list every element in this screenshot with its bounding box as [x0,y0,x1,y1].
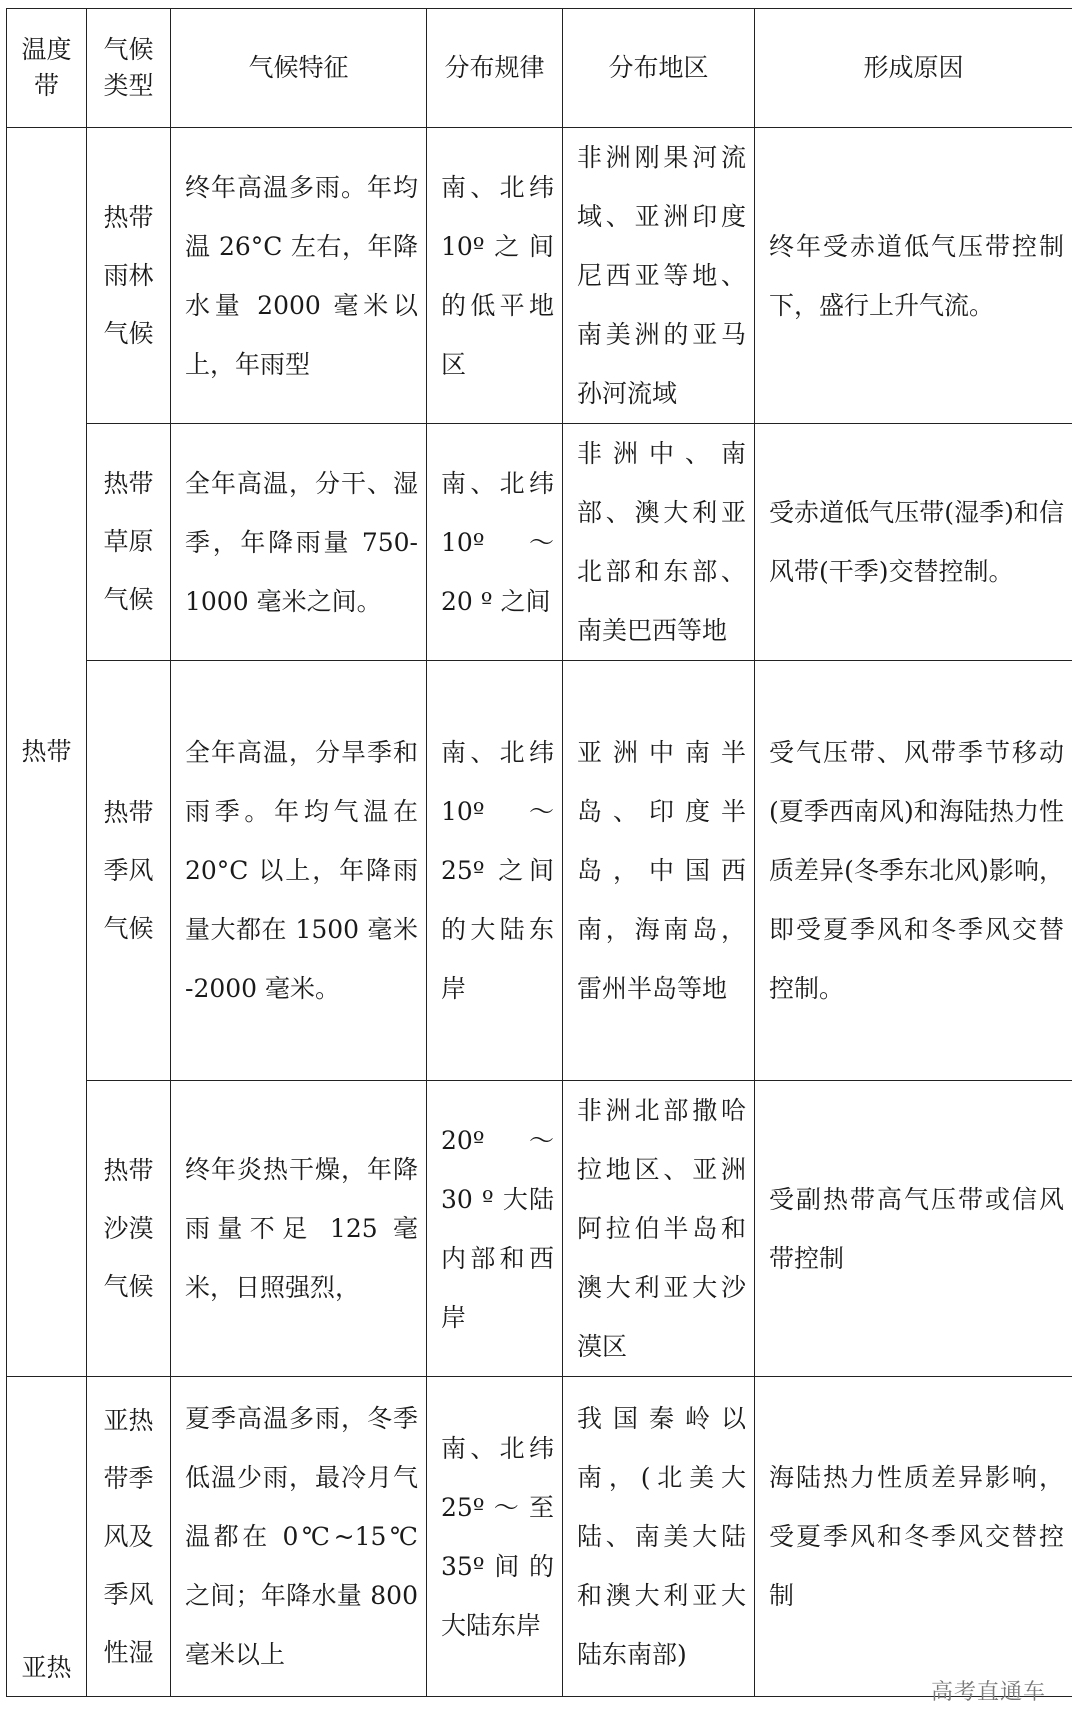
cause-cell: 受气压带、风带季节移动(夏季西南风)和海陆热力性质差异(冬季东北风)影响，即受夏季风和冬季风交替控制。 [755,661,1073,1081]
climate-type-cell: 热带沙漠气候 [87,1081,171,1377]
feature-cell: 终年高温多雨。年均温 26°C 左右，年降水量 2000 毫米以上，年雨型 [171,128,427,424]
climate-type-cell: 亚热带季风及季风性湿 [87,1377,171,1697]
region-cell: 非洲刚果河流域、亚洲印度尼西亚等地、南美洲的亚马孙河流域 [563,128,755,424]
pattern-cell: 南、北纬 10º ～ 20 º 之间 [427,424,563,661]
watermark-text: 高考直通车 [930,1679,1046,1704]
table-row [7,424,1073,661]
table-row [7,1081,1073,1377]
table-row [7,661,1073,1081]
header-pattern: 分布规律 [427,9,563,128]
feature-cell: 全年高温，分干、湿季，年降雨量 750-1000 毫米之间。 [171,424,427,661]
header-zone: 温度带 [7,9,87,128]
header-feature: 气候特征 [171,9,427,128]
climate-type-cell: 热带季风气候 [87,661,171,1081]
cause-cell: 受赤道低气压带(湿季)和信风带(干季)交替控制。 [755,424,1073,661]
climate-type-cell: 热带草原气候 [87,424,171,661]
cause-cell: 海陆热力性质差异影响，受夏季风和冬季风交替控制 [755,1377,1073,1697]
pattern-cell: 南、北纬 25º ～ 至 35º间的大陆东岸 [427,1377,563,1697]
feature-cell: 终年炎热干燥，年降雨量不足 125 毫米，日照强烈， [171,1081,427,1377]
region-cell: 亚洲中南半岛、印度半岛，中国西南，海南岛，雷州半岛等地 [563,661,755,1081]
feature-cell: 全年高温，分旱季和雨季。年均气温在 20°C 以上，年降雨量大都在 1500 毫米 -2000 毫米。 [171,661,427,1081]
cause-cell: 受副热带高气压带或信风带控制 [755,1081,1073,1377]
table-row [7,1377,1073,1697]
climate-table-page [6,8,1072,1712]
pattern-cell: 南、北纬 10º ～ 25º 之间的大陆东岸 [427,661,563,1081]
header-region: 分布地区 [563,9,755,128]
climate-type-cell: 热带雨林气候 [87,128,171,424]
pattern-cell: 南、北纬 10º之间的低平地区 [427,128,563,424]
feature-cell: 夏季高温多雨，冬季低温少雨，最冷月气温都在 0℃~15℃ 之间；年降水量 800 毫米以上 [171,1377,427,1697]
pattern-cell: 20º ～ 30 º 大陆内部和西岸 [427,1081,563,1377]
region-cell: 非洲北部撒哈拉地区、亚洲阿拉伯半岛和澳大利亚大沙漠区 [563,1081,755,1377]
header-type: 气候类型 [87,9,171,128]
zone-subtropical: 亚热 [7,1377,87,1697]
header-cause: 形成原因 [755,9,1073,128]
climate-table [6,8,1072,1697]
table-row [7,128,1073,424]
cause-cell: 终年受赤道低气压带控制下，盛行上升气流。 [755,128,1073,424]
region-cell: 我国秦岭以南，(北美大陆、南美大陆和澳大利亚大陆东南部) [563,1377,755,1697]
zone-tropical: 热带 [7,128,87,1377]
header-row [7,9,1073,128]
region-cell: 非洲中、南部、澳大利亚北部和东部、南美巴西等地 [563,424,755,661]
